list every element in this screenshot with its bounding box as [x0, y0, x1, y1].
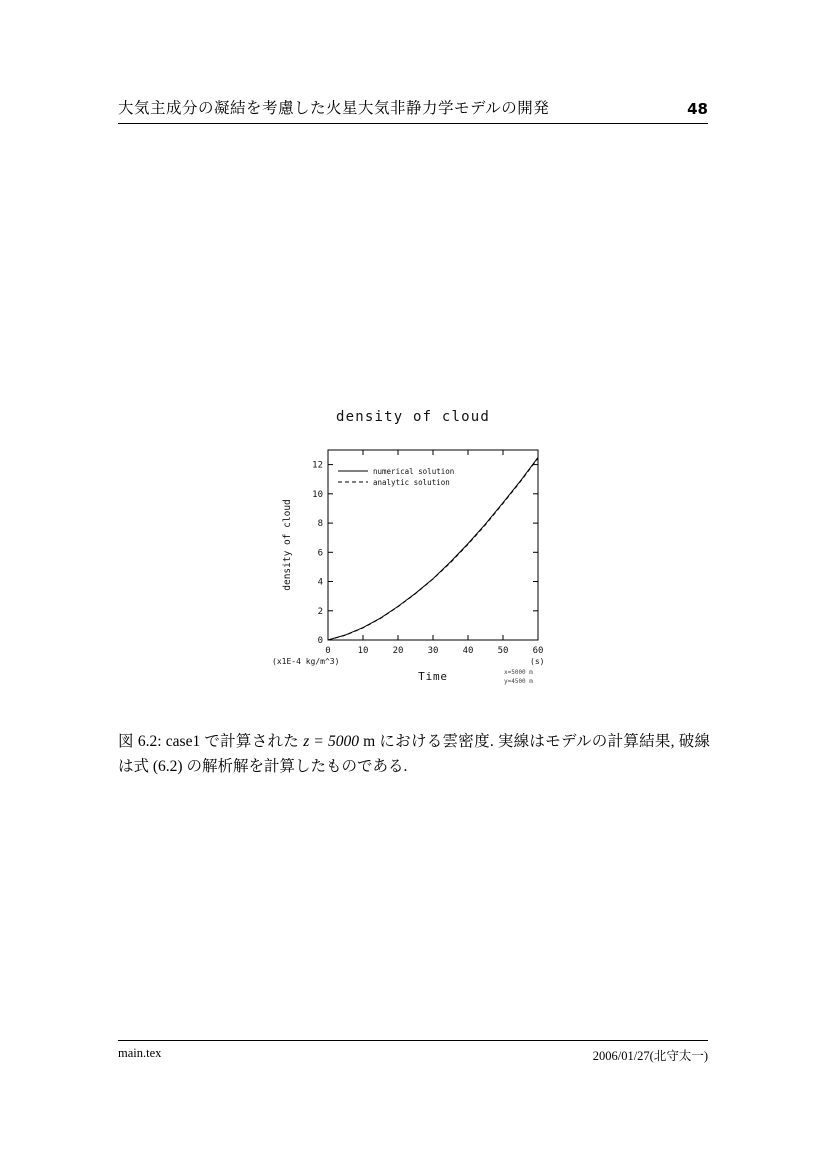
- y-tick-labels: [312, 461, 323, 646]
- corner-note-line1: x=5000 m: [504, 669, 533, 676]
- x-tick-labels: [325, 646, 543, 656]
- caption-text-2: m における雲密度. 実線はモデルの計算結果, 破線は式 (6.2) の解析解を計算したものである.: [118, 733, 710, 775]
- chart-legend: [338, 467, 454, 487]
- svg-text:30: 30: [427, 646, 439, 656]
- svg-text:6: 6: [317, 548, 323, 559]
- x-axis-seconds-note: (s): [530, 657, 545, 666]
- header-divider: [118, 123, 708, 124]
- y-axis-ticks: [328, 465, 538, 640]
- chart-svg: [268, 440, 578, 700]
- figure-6-2: [118, 400, 708, 710]
- chart-plot-area: [268, 440, 578, 700]
- x-axis-label: Time: [418, 670, 448, 683]
- header-title: 大気主成分の凝結を考慮した火星大気非静力学モデルの開発: [118, 99, 550, 117]
- svg-text:10: 10: [312, 489, 323, 500]
- chart-corner-note: [504, 668, 533, 686]
- svg-text:0: 0: [325, 646, 331, 656]
- x-axis-units-note: (x1E-4 kg/m^3): [272, 657, 340, 666]
- footer-filename: main.tex: [118, 1046, 162, 1060]
- page-footer: [118, 1046, 708, 1064]
- svg-text:40: 40: [462, 646, 474, 656]
- footer-divider: [118, 1040, 708, 1041]
- running-header: [118, 96, 708, 118]
- footer-date-author: 2006/01/27(北守太一): [592, 1049, 708, 1063]
- svg-text:50: 50: [497, 646, 509, 656]
- svg-text:0: 0: [317, 636, 323, 646]
- y-axis-label: density of cloud: [282, 499, 293, 591]
- legend-label-numerical: numerical solution: [373, 467, 455, 476]
- legend-label-analytic: analytic solution: [373, 478, 450, 487]
- corner-note-line2: y=4500 m: [504, 678, 533, 685]
- svg-text:8: 8: [317, 519, 323, 530]
- svg-text:20: 20: [392, 646, 404, 656]
- caption-label: 図 6.2:: [118, 733, 162, 750]
- svg-text:12: 12: [312, 460, 323, 471]
- caption-math: z = 5000: [303, 733, 360, 750]
- svg-text:60: 60: [532, 646, 544, 656]
- svg-text:2: 2: [317, 606, 323, 617]
- page-number: 48: [687, 100, 708, 118]
- chart-title: density of cloud: [335, 409, 491, 425]
- caption-text-1: case1 で計算された: [161, 733, 304, 750]
- svg-text:10: 10: [357, 646, 369, 656]
- svg-text:4: 4: [317, 577, 323, 588]
- figure-caption: [118, 730, 710, 780]
